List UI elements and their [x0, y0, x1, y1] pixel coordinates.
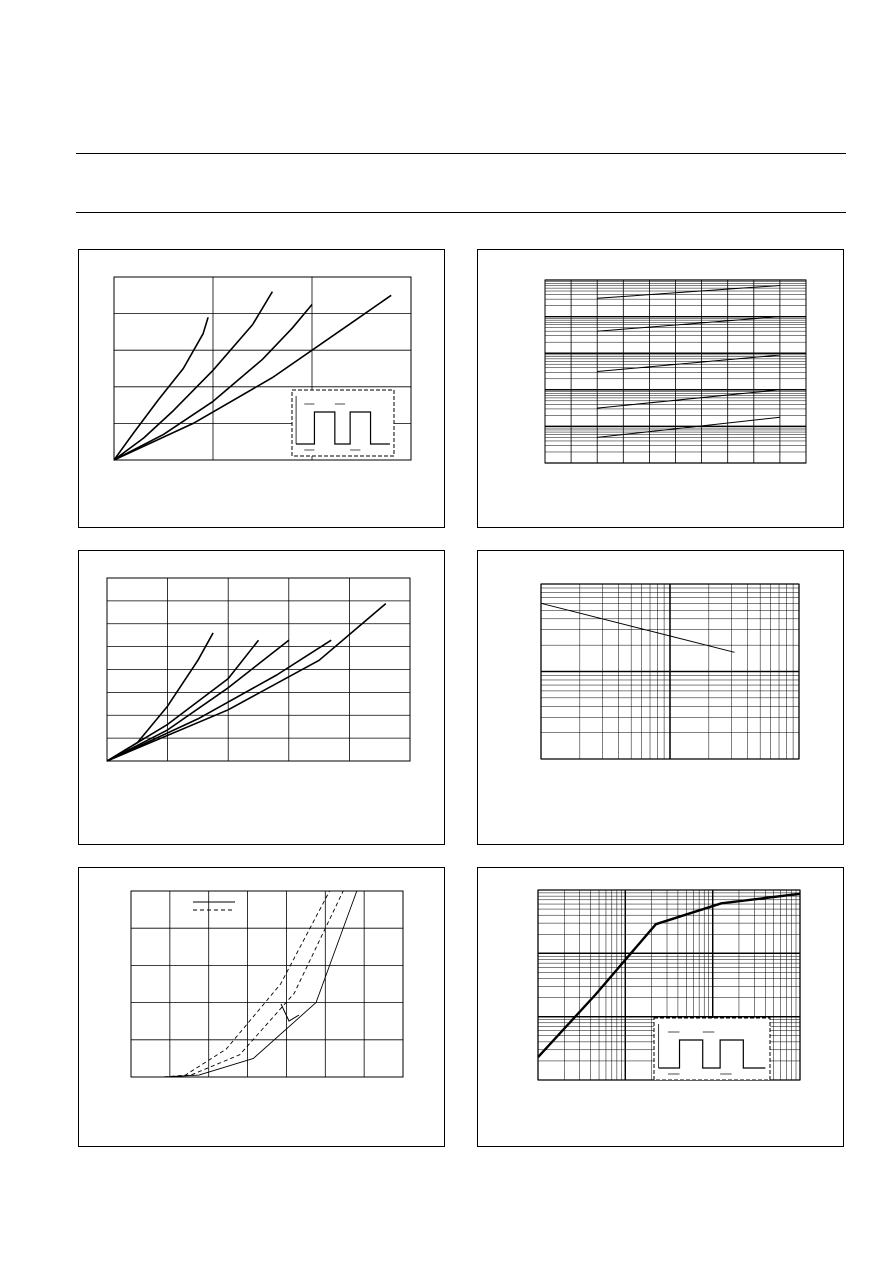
pulse-inset-frame — [654, 1018, 770, 1080]
data-series-curve — [107, 640, 259, 761]
figure-panel-multi-curve — [78, 550, 445, 845]
chart-multi-curve — [79, 551, 444, 844]
annotation-arrow — [281, 1004, 299, 1021]
data-series-curve — [107, 604, 386, 761]
chart-transient-impedance — [478, 868, 843, 1146]
data-series-curve — [107, 633, 213, 761]
data-series-curve — [164, 891, 357, 1077]
chart-log-grid — [478, 250, 843, 527]
data-series-line — [597, 285, 780, 298]
figure-panel-transient-impedance — [477, 867, 844, 1147]
data-series-line — [597, 390, 780, 408]
chart-forward-characteristics — [79, 868, 444, 1146]
figure-panel-power-dissipation — [78, 249, 445, 528]
figure-panel-log-grid — [477, 249, 844, 528]
data-series-line — [597, 317, 780, 332]
figure-panel-log-log — [477, 550, 844, 845]
header-rule-bottom — [76, 212, 846, 213]
data-series-curve — [114, 292, 272, 460]
data-series-curve — [164, 891, 330, 1077]
plot-frame — [131, 891, 403, 1077]
chart-power-dissipation — [79, 250, 444, 527]
data-series-curve — [164, 891, 344, 1077]
data-series-line — [597, 355, 780, 371]
chart-log-log — [478, 551, 843, 844]
figure-panel-forward-characteristics — [78, 867, 445, 1147]
pulse-inset-frame — [292, 390, 394, 456]
header-rule-top — [76, 153, 846, 154]
